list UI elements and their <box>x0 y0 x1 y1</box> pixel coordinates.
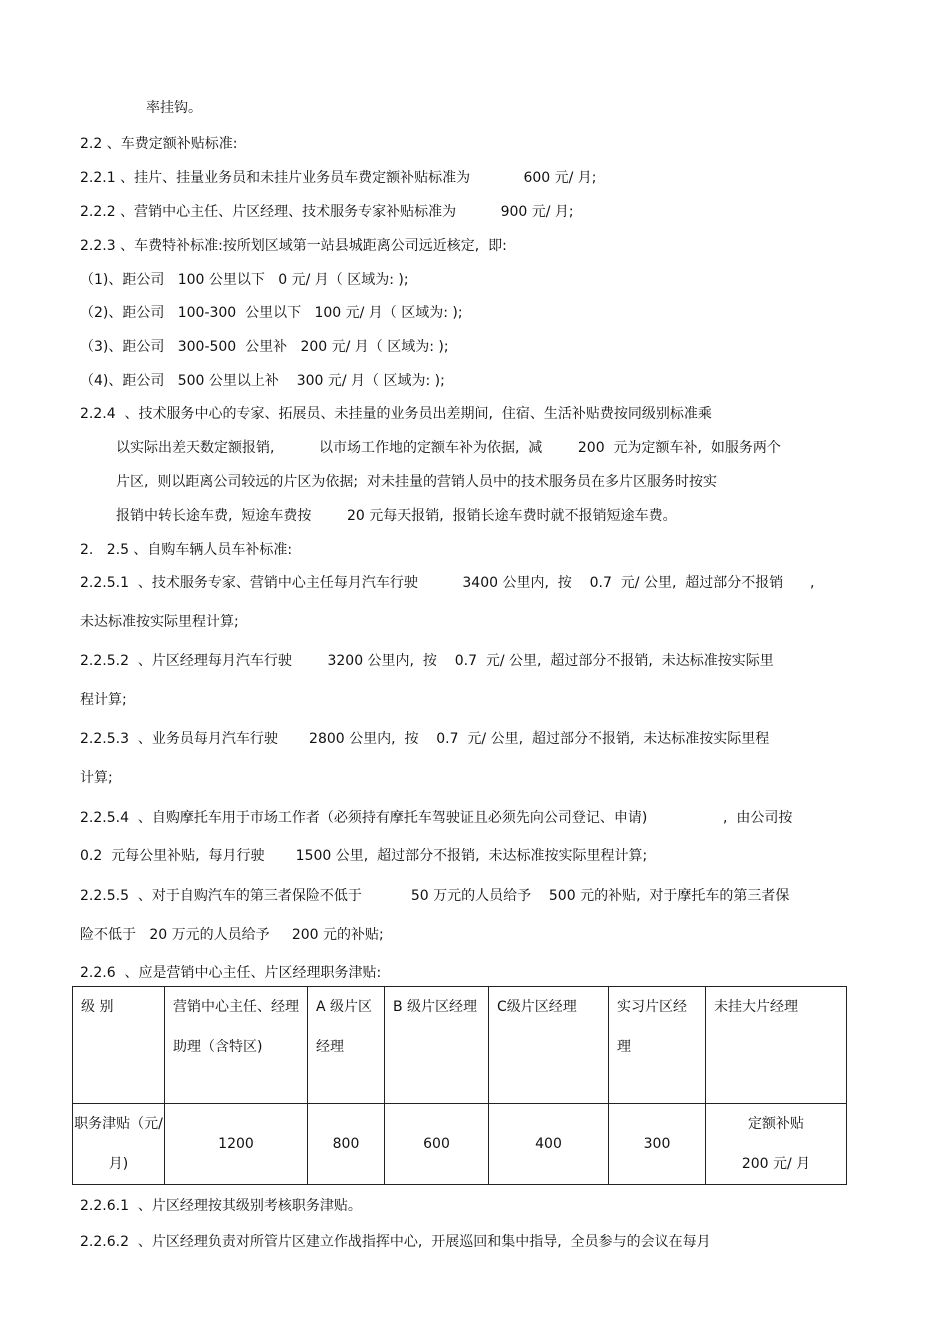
text-line: 2. 2.5 、自购车辆人员车补标准: <box>80 542 293 558</box>
text-line: 2.2.6.1 、片区经理按其级别考核职务津贴。 <box>80 1198 362 1214</box>
text-line: 2.2.4 、技术服务中心的专家、拓展员、未挂量的业务员出差期间, 住宿、生活补贴费按同级别标准乘 <box>80 406 712 422</box>
table-cell: 800 <box>308 1104 385 1185</box>
text-line: 片区, 则以距离公司较远的片区为依据; 对未挂量的营销人员中的技术服务员在多片区服务时按实 <box>116 474 717 490</box>
table-row <box>73 1104 847 1185</box>
text-line: 2.2.5.5 、对于自购汽车的第三者保险不低于 50 万元的人员给予 500 元的补贴, 对于摩托车的第三者保 <box>80 888 790 904</box>
fixed-allowance-label: 定额补贴 <box>748 1116 804 1132</box>
text-line: 程计算; <box>80 692 127 708</box>
table-header-cell: 级 别 <box>73 987 165 1104</box>
allowance-table <box>72 986 847 1185</box>
table-cell: 1200 <box>165 1104 308 1185</box>
text-line: 2.2.5.1 、技术服务专家、营销中心主任每月汽车行驶 3400 公里内, 按 0.7 元/ 公里, 超过部分不报销 , <box>80 575 815 591</box>
text-line: 未达标准按实际里程计算; <box>80 614 239 630</box>
text-line: 计算; <box>80 770 113 786</box>
text-line: 率挂钩。 <box>146 100 202 116</box>
table-header-cell: 营销中心主任、经理助理（含特区) <box>165 987 308 1104</box>
table-header-cell: A 级片区经理 <box>308 987 385 1104</box>
table-header-row <box>73 987 847 1104</box>
text-line: （1)、距公司 100 公里以下 0 元/ 月（ 区域为: ); <box>80 272 409 288</box>
table-cell: 400 <box>489 1104 609 1185</box>
text-line: 0.2 元每公里补贴, 每月行驶 1500 公里, 超过部分不报销, 未达标准按实际里程计算; <box>80 848 648 864</box>
text-line: 2.2.3 、车费特补标准:按所划区域第一站县城距离公司远近核定, 即: <box>80 238 507 254</box>
text-line: 报销中转长途车费, 短途车费按 20 元每天报销, 报销长途车费时就不报销短途车费。 <box>116 508 677 524</box>
table-header-cell: 实习片区经理 <box>609 987 706 1104</box>
table-cell-fixed-allowance <box>706 1104 847 1185</box>
table-row-label: 职务津贴（元/ 月) <box>73 1104 165 1185</box>
text-line: 2.2.5.4 、自购摩托车用于市场工作者（必须持有摩托车驾驶证且必须先向公司登记、申请) , 由公司按 <box>80 810 793 826</box>
fixed-allowance-value: 200 元/ 月 <box>741 1156 811 1172</box>
text-line: 2.2.5.3 、业务员每月汽车行驶 2800 公里内, 按 0.7 元/ 公里, 超过部分不报销, 未达标准按实际里程 <box>80 731 770 747</box>
text-line: （2)、距公司 100-300 公里以下 100 元/ 月（ 区域为: ); <box>80 305 463 321</box>
table-cell: 300 <box>609 1104 706 1185</box>
text-line: （4)、距公司 500 公里以上补 300 元/ 月（ 区域为: ); <box>80 373 445 389</box>
table-header-cell: B 级片区经理 <box>385 987 489 1104</box>
table-header-cell: C级片区经理 <box>489 987 609 1104</box>
table-header-cell: 未挂大片经理 <box>706 987 847 1104</box>
text-line: 2.2 、车费定额补贴标准: <box>80 136 238 152</box>
table-cell: 600 <box>385 1104 489 1185</box>
text-line: 2.2.2 、营销中心主任、片区经理、技术服务专家补贴标准为 900 元/ 月; <box>80 204 574 220</box>
text-line: 以实际出差天数定额报销, 以市场工作地的定额车补为依据, 减 200 元为定额车补, 如服务两个 <box>116 440 781 456</box>
text-line: 2.2.1 、挂片、挂量业务员和未挂片业务员车费定额补贴标准为 600 元/ 月; <box>80 170 597 186</box>
text-line: 2.2.6.2 、片区经理负责对所管片区建立作战指挥中心, 开展巡回和集中指导, 全员参与的会议在每月 <box>80 1234 711 1250</box>
text-line: （3)、距公司 300-500 公里补 200 元/ 月（ 区域为: ); <box>80 339 449 355</box>
text-line: 2.2.6 、应是营销中心主任、片区经理职务津贴: <box>80 965 382 981</box>
text-line: 2.2.5.2 、片区经理每月汽车行驶 3200 公里内, 按 0.7 元/ 公里, 超过部分不报销, 未达标准按实际里 <box>80 653 774 669</box>
text-line: 险不低于 20 万元的人员给予 200 元的补贴; <box>80 927 384 943</box>
